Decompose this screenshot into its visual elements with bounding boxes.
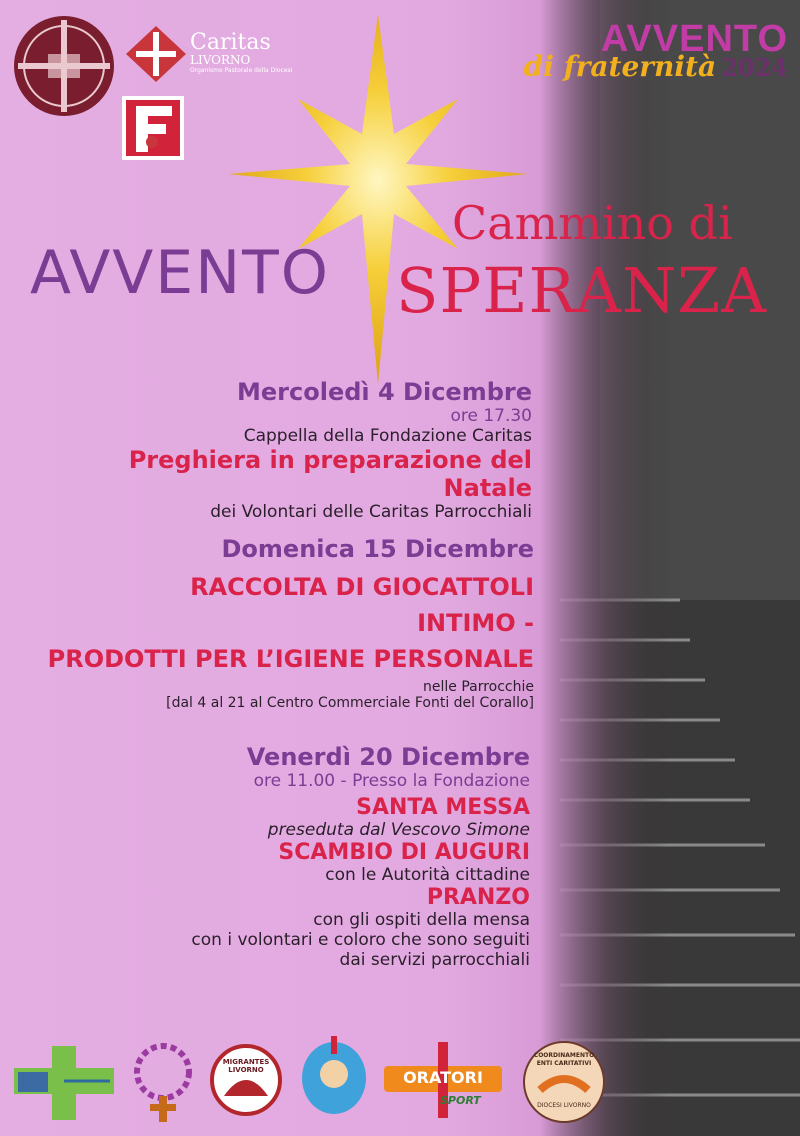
diocese-round-logo [12, 14, 116, 118]
title-avvento: AVVENTO [30, 238, 330, 308]
oratori-text: ORATORI [403, 1068, 483, 1087]
event-3-date: Venerdì 20 Dicembre [246, 743, 530, 771]
event-2-note: [dal 4 al 21 al Centro Commerciale Fonti del Corallo] [166, 695, 534, 711]
event-3-pranzo-sub-2: con i volontari e coloro che sono seguiti [191, 930, 530, 950]
event-2-date: Domenica 15 Dicembre [221, 535, 534, 563]
avvento-fraternita-title: AVVENTO [600, 18, 788, 60]
caritas-city: LIVORNO [190, 53, 251, 67]
event-3-auguri: SCAMBIO DI AUGURI [278, 840, 530, 865]
event-3-messa: SANTA MESSA [356, 795, 530, 820]
event-2-where: nelle Parrocchie [422, 679, 534, 695]
event-1-title: Preghiera in preparazione del Natale [128, 446, 532, 502]
year-text: 2024 [721, 53, 788, 82]
caritas-logo-icon [124, 24, 188, 84]
event-1-subtitle: dei Volontari delle Caritas Parrocchiali [210, 502, 532, 522]
event-2-line3: PRODOTTI PER L’IGIENE PERSONALE [47, 645, 534, 673]
coord-line-1: COORDINAMENTO [533, 1052, 595, 1059]
caritas-name: Caritas [190, 30, 271, 55]
avvento-fraternita-logo [510, 20, 788, 83]
staircase-image [540, 0, 800, 1136]
event-2-line2: INTIMO - [417, 609, 534, 637]
event-3-messa-sub: preseduta dal Vescovo Simone [267, 820, 530, 840]
sport-text: SPORT [440, 1094, 481, 1107]
event-1-time: ore 17.30 [450, 406, 532, 426]
event-3-auguri-sub: con le Autorità cittadine [325, 865, 530, 885]
event-3-pranzo-sub-3: dai servizi parrocchiali [339, 950, 530, 970]
title-cammino: Cammino di [452, 196, 733, 250]
event-2 [10, 535, 534, 711]
event-2-line1: RACCOLTA DI GIOCATTOLI [190, 573, 534, 601]
fondazione-caritas-logo [122, 96, 184, 160]
coord-line-3: DIOCESI LIVORNO [537, 1102, 591, 1109]
pg-livorno-logo [298, 1034, 370, 1116]
event-3-pranzo-sub-1: con gli ospiti della mensa [313, 910, 530, 930]
fraternita-text: di fraternità [523, 50, 717, 83]
coord-line-2: ENTI CARITATIVI [536, 1060, 592, 1067]
caritas-subtitle: Organismo Pastorale della Diocesi [190, 67, 293, 74]
title-speranza: SPERANZA [396, 254, 768, 327]
migrantes-logo [210, 1044, 282, 1116]
event-3-time: ore 11.00 - Presso la Fondazione [253, 771, 530, 791]
migrantes-text: MIGRANTES LIVORNO [222, 1058, 270, 1074]
event-1-place: Cappella della Fondazione Caritas [243, 426, 532, 446]
event-1 [60, 378, 532, 522]
event-3 [60, 743, 530, 970]
event-3-pranzo: PRANZO [426, 885, 530, 910]
event-1-date: Mercoledì 4 Dicembre [237, 378, 532, 406]
missio-livorno-logo [128, 1040, 198, 1124]
ufficio-catechistico-logo [14, 1046, 114, 1120]
